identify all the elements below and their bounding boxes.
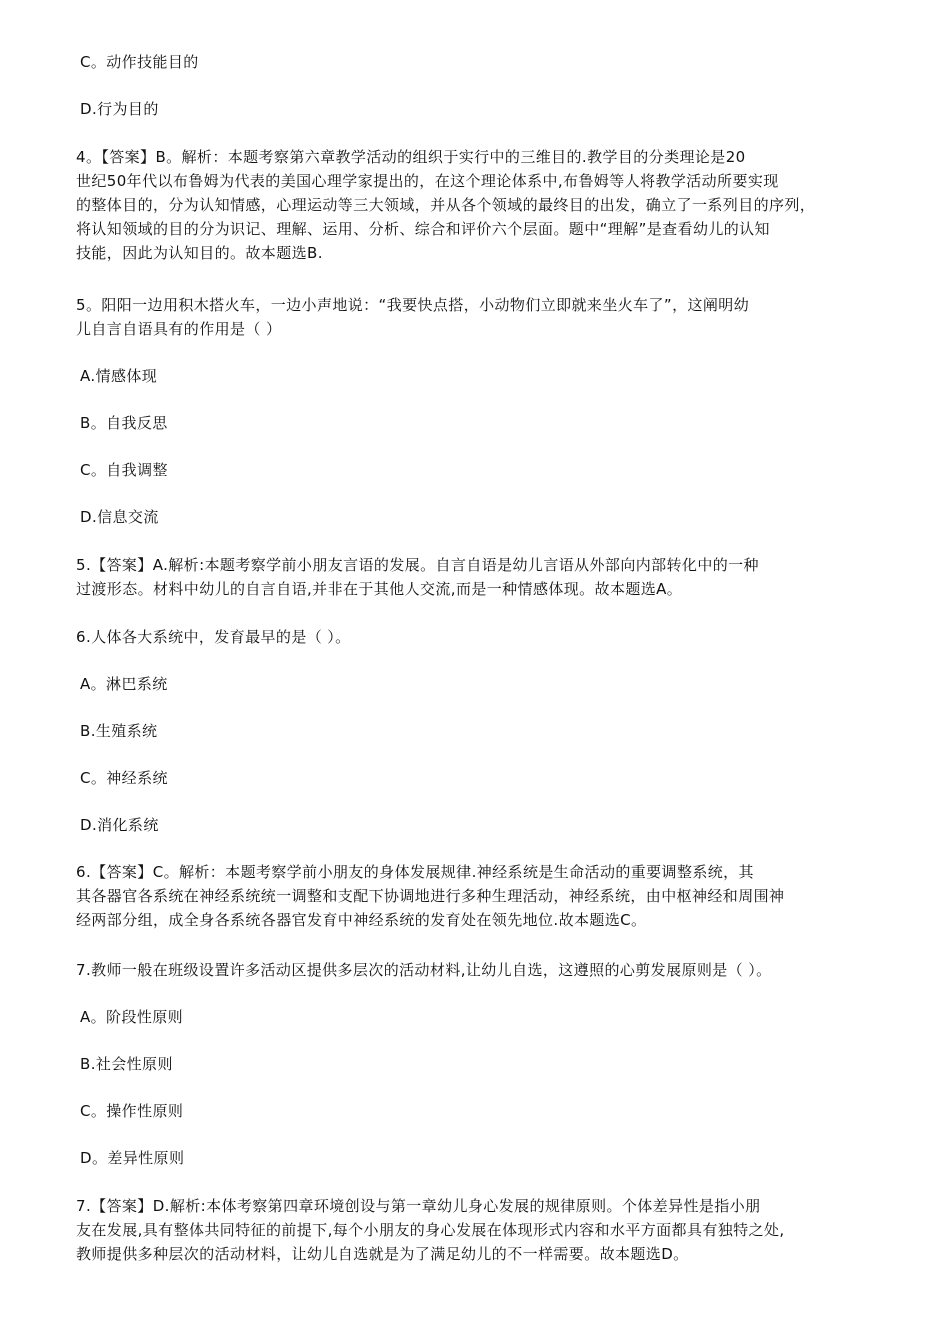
answer-4-line: 世纪50年代以布鲁姆为代表的美国心理学家提出的，在这个理论体系中,布鲁姆等人将教学活动所要实现 <box>76 172 779 190</box>
q6-option-a: A。淋巴系统 <box>80 675 168 693</box>
answer-7-line: 友在发展,具有整体共同特征的前提下,每个小朋友的身心发展在体现形式内容和水平方面都具有独特之处, <box>76 1221 785 1239</box>
q5-option-d: D.信息交流 <box>80 508 159 526</box>
question-6: 6.人体各大系统中，发育最早的是（ ）。 <box>76 628 351 646</box>
answer-6 <box>76 860 894 932</box>
q5-option-a: A.情感体现 <box>80 367 158 385</box>
answer-5-line: 5.【答案】A.解析:本题考察学前小朋友言语的发展。自言自语是幼儿言语从外部向内部转化中的一种 <box>76 556 759 574</box>
question-7: 7.教师一般在班级设置许多活动区提供多层次的活动材料,让幼儿自选，这遵照的心剪发展原则是（ ）。 <box>76 961 772 979</box>
answer-6-line: 经两部分组，成全身各系统各器官发育中神经系统的发育处在领先地位.故本题选C。 <box>76 911 647 929</box>
answer-4-line: 将认知领域的目的分为识记、理解、运用、分析、综合和评价六个层面。题中“理解”是查看幼儿的认知 <box>76 220 770 238</box>
answer-5 <box>76 553 894 601</box>
answer-4 <box>76 145 894 265</box>
q4-option-c: C。动作技能目的 <box>80 53 199 71</box>
q7-option-d: D。差异性原则 <box>80 1149 185 1167</box>
answer-6-line: 6.【答案】C。解析：本题考察学前小朋友的身体发展规律.神经系统是生命活动的重要调整系统，其 <box>76 863 754 881</box>
answer-4-line: 技能，因此为认知目的。故本题选B. <box>76 244 323 262</box>
answer-6-line: 其各器官各系统在神经系统统一调整和支配下协调地进行多种生理活动，神经系统，由中枢神经和周围神 <box>76 887 785 905</box>
answer-4-line: 的整体目的，分为认知情感，心理运动等三大领域，并从各个领域的最终目的出发，确立了一系列目的序列， <box>76 196 816 214</box>
answer-5-line: 过渡形态。材料中幼儿的自言自语,并非在于其他人交流,而是一种情感体现。故本题选A。 <box>76 580 683 598</box>
q4-option-d: D.行为目的 <box>80 100 159 118</box>
q6-option-d: D.消化系统 <box>80 816 159 834</box>
answer-4-line: 4。【答案】B。解析：本题考察第六章教学活动的组织于实行中的三维目的.教学目的分类理论是20 <box>76 148 746 166</box>
answer-7-line: 7.【答案】D.解析:本体考察第四章环境创设与第一章幼儿身心发展的规律原则。个体差异性是指小朋 <box>76 1197 761 1215</box>
q6-option-b: B.生殖系统 <box>80 722 158 740</box>
q5-option-b: B。自我反思 <box>80 414 168 432</box>
answer-7-line: 教师提供多种层次的活动材料，让幼儿自选就是为了满足幼儿的不一样需要。故本题选D。 <box>76 1245 689 1263</box>
question-5-line: 儿自言自语具有的作用是（ ） <box>76 320 282 338</box>
q7-option-a: A。阶段性原则 <box>80 1008 184 1026</box>
q7-option-c: C。操作性原则 <box>80 1102 184 1120</box>
q5-option-c: C。自我调整 <box>80 461 168 479</box>
answer-7 <box>76 1194 894 1266</box>
question-5-line: 5。阳阳一边用积木搭火车，一边小声地说：“我要快点搭，小动物们立即就来坐火车了”，这阐明幼 <box>76 296 750 314</box>
q6-option-c: C。神经系统 <box>80 769 168 787</box>
q7-option-b: B.社会性原则 <box>80 1055 173 1073</box>
question-5 <box>76 293 894 341</box>
